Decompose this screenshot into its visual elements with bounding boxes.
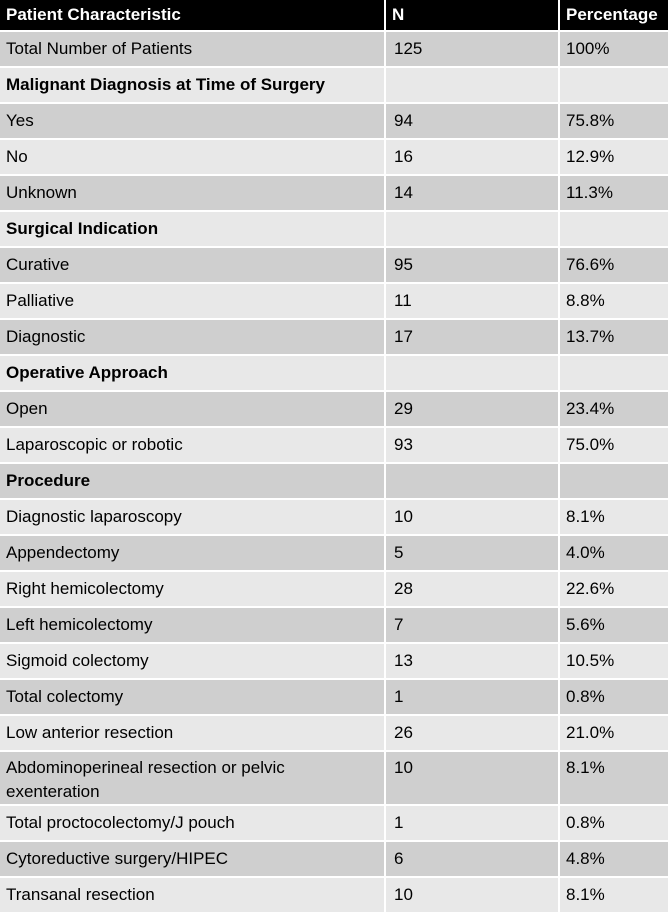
row-percentage: 75.8% — [559, 103, 668, 139]
table-row — [0, 877, 668, 913]
row-percentage: 12.9% — [559, 139, 668, 175]
row-label: Total Number of Patients — [0, 31, 385, 67]
section-label: Procedure — [0, 463, 385, 499]
row-percentage: 8.1% — [559, 877, 668, 913]
row-n: 125 — [385, 31, 559, 67]
row-percentage: 8.1% — [559, 751, 668, 805]
table-row — [0, 103, 668, 139]
section-header-row — [0, 355, 668, 391]
row-label: No — [0, 139, 385, 175]
row-percentage — [559, 67, 668, 103]
row-n: 10 — [385, 499, 559, 535]
row-n — [385, 463, 559, 499]
row-percentage: 0.8% — [559, 679, 668, 715]
row-percentage: 75.0% — [559, 427, 668, 463]
row-n: 11 — [385, 283, 559, 319]
table-header-row — [0, 0, 668, 31]
row-n: 10 — [385, 751, 559, 805]
row-label: Transanal resection — [0, 877, 385, 913]
row-n: 1 — [385, 805, 559, 841]
section-label: Operative Approach — [0, 355, 385, 391]
table-row — [0, 427, 668, 463]
table-row — [0, 679, 668, 715]
row-n: 14 — [385, 175, 559, 211]
row-n: 17 — [385, 319, 559, 355]
row-percentage — [559, 463, 668, 499]
row-label: Low anterior resection — [0, 715, 385, 751]
row-label: Total colectomy — [0, 679, 385, 715]
row-label: Diagnostic laparoscopy — [0, 499, 385, 535]
row-label: Abdominoperineal resection or pelvic exenteration — [0, 751, 385, 805]
row-percentage: 4.0% — [559, 535, 668, 571]
table-row — [0, 391, 668, 427]
row-label: Curative — [0, 247, 385, 283]
column-header-percentage: Percentage — [559, 0, 668, 31]
table-row — [0, 175, 668, 211]
row-n — [385, 211, 559, 247]
table-row — [0, 607, 668, 643]
row-percentage: 8.1% — [559, 499, 668, 535]
row-percentage: 0.8% — [559, 805, 668, 841]
row-n: 28 — [385, 571, 559, 607]
row-percentage: 100% — [559, 31, 668, 67]
row-percentage: 23.4% — [559, 391, 668, 427]
row-label: Open — [0, 391, 385, 427]
table-row — [0, 751, 668, 805]
table-row — [0, 715, 668, 751]
row-label: Appendectomy — [0, 535, 385, 571]
row-label: Left hemicolectomy — [0, 607, 385, 643]
column-header-n: N — [385, 0, 559, 31]
row-percentage: 5.6% — [559, 607, 668, 643]
section-header-row — [0, 463, 668, 499]
row-n: 10 — [385, 877, 559, 913]
table-row — [0, 535, 668, 571]
row-label: Cytoreductive surgery/HIPEC — [0, 841, 385, 877]
table-row — [0, 319, 668, 355]
row-n: 26 — [385, 715, 559, 751]
row-label: Palliative — [0, 283, 385, 319]
table-row — [0, 139, 668, 175]
row-n: 95 — [385, 247, 559, 283]
row-n: 7 — [385, 607, 559, 643]
row-n: 13 — [385, 643, 559, 679]
section-header-row — [0, 211, 668, 247]
table-row — [0, 841, 668, 877]
table-row — [0, 247, 668, 283]
table-row — [0, 499, 668, 535]
row-n — [385, 355, 559, 391]
row-percentage: 8.8% — [559, 283, 668, 319]
table-row — [0, 643, 668, 679]
column-header-characteristic: Patient Characteristic — [0, 0, 385, 31]
row-n: 1 — [385, 679, 559, 715]
row-percentage: 13.7% — [559, 319, 668, 355]
row-percentage: 76.6% — [559, 247, 668, 283]
row-label: Diagnostic — [0, 319, 385, 355]
row-percentage — [559, 355, 668, 391]
row-n — [385, 67, 559, 103]
row-label: Unknown — [0, 175, 385, 211]
row-label: Right hemicolectomy — [0, 571, 385, 607]
table-row — [0, 805, 668, 841]
row-percentage: 10.5% — [559, 643, 668, 679]
section-label: Malignant Diagnosis at Time of Surgery — [0, 67, 385, 103]
section-label: Surgical Indication — [0, 211, 385, 247]
row-n: 93 — [385, 427, 559, 463]
table-row — [0, 283, 668, 319]
row-percentage: 11.3% — [559, 175, 668, 211]
row-label: Laparoscopic or robotic — [0, 427, 385, 463]
row-label: Yes — [0, 103, 385, 139]
section-header-row — [0, 67, 668, 103]
row-percentage — [559, 211, 668, 247]
row-percentage: 21.0% — [559, 715, 668, 751]
table-row — [0, 571, 668, 607]
row-label: Sigmoid colectomy — [0, 643, 385, 679]
table-row — [0, 31, 668, 67]
row-percentage: 22.6% — [559, 571, 668, 607]
row-n: 6 — [385, 841, 559, 877]
row-n: 5 — [385, 535, 559, 571]
row-n: 29 — [385, 391, 559, 427]
row-n: 94 — [385, 103, 559, 139]
row-n: 16 — [385, 139, 559, 175]
row-label: Total proctocolectomy/J pouch — [0, 805, 385, 841]
row-percentage: 4.8% — [559, 841, 668, 877]
